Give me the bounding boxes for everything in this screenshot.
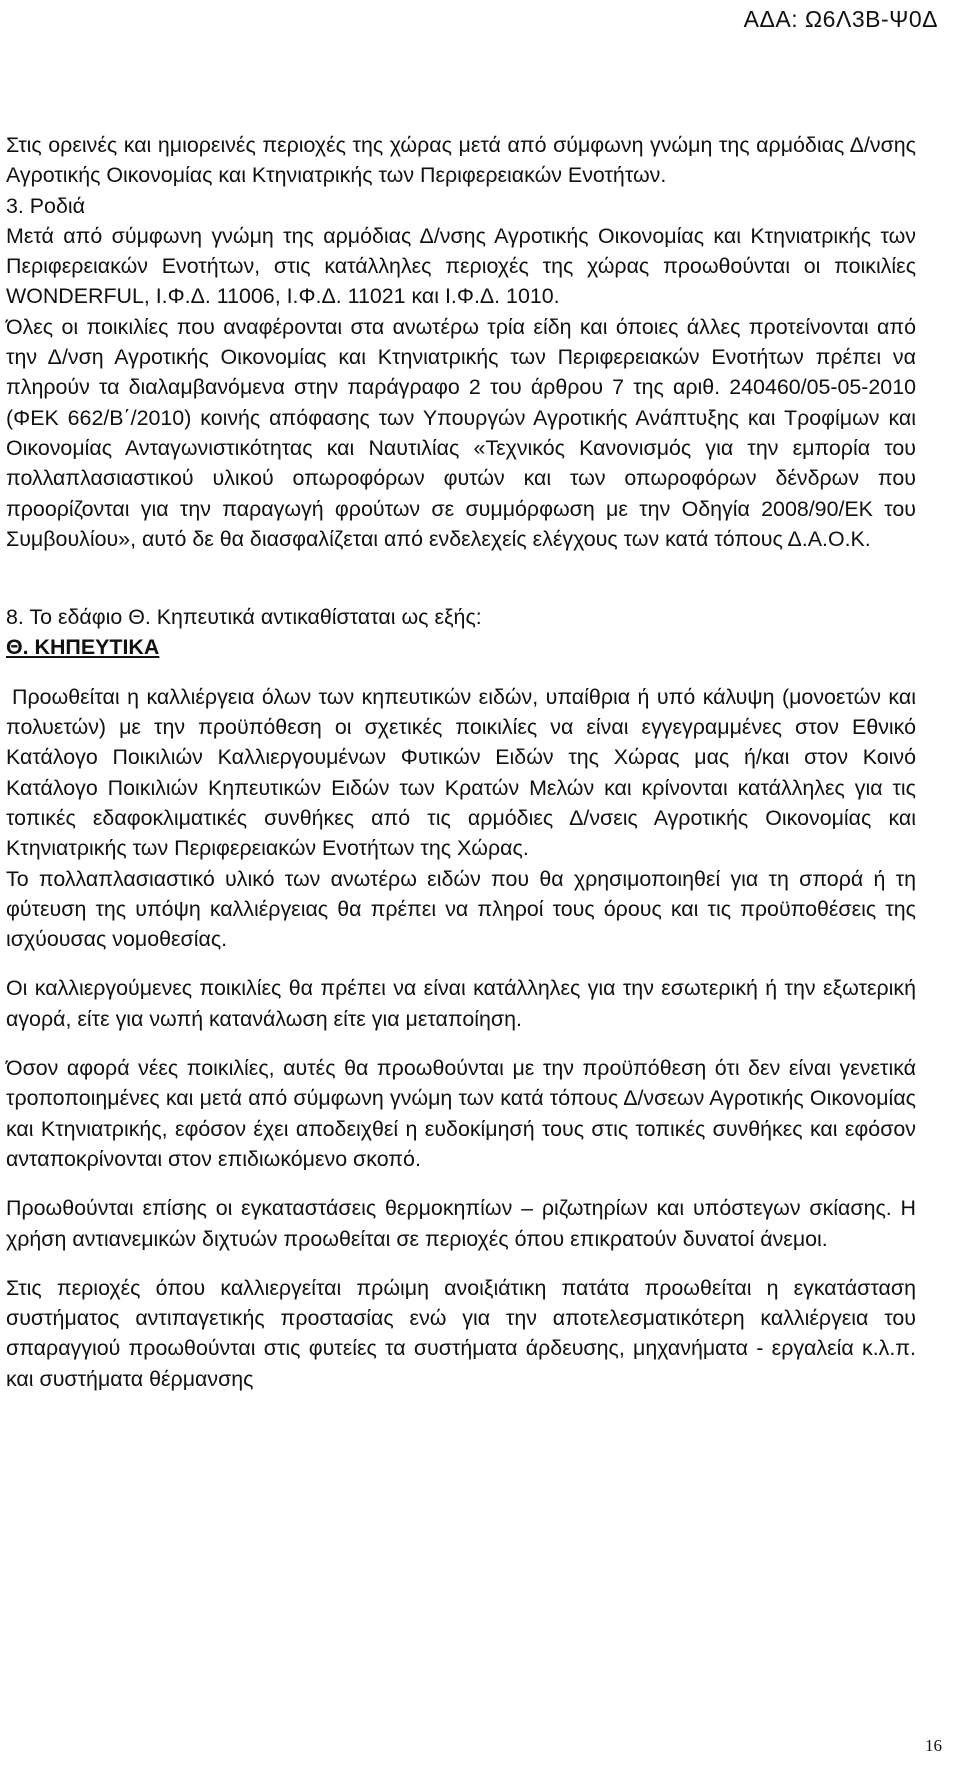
- paragraph-vegetables-cultivation: Προωθείται η καλλιέργεια όλων των κηπευτικών ειδών, υπαίθρια ή υπό κάλυψη (μονοετών και πολυετών) με την προϋπόθεση οι σχετικές ποικιλίες να είναι εγγεγραμμένες στον Εθνικό Κατάλογο Ποικιλιών Καλλιεργουμένων Φυτικών Ειδών της Χώρας μας ή/και στον Κοινό Κατάλογο Ποικιλιών Κηπευτικών Ειδών των Κρατών Μελών και κρίνονται κατάλληλες για τις τοπικές εδαφοκλιματικές συνθήκες από τις αρμόδιες Δ/νσεις Αγροτικής Οικονομίας και Κτηνιατρικής των Περιφερειακών Ενοτήτων της Χώρας.: [6, 684, 916, 861]
- paragraph-mountain-areas: Στις ορεινές και ημιορεινές περιοχές της χώρας μετά από σύμφωνη γνώμη της αρμόδιας Δ/νσης Αγροτικής Οικονομίας και Κτηνιατρικής των Περιφερειακών Ενοτήτων.: [6, 133, 916, 188]
- paragraph-early-potato: Στις περιοχές όπου καλλιεργείται πρώιμη ανοιξιάτικη πατάτα προωθείται η εγκατάσταση συστήματος αντιπαγετικής προστασίας ενώ για την αποτελεσματικότερη καλλιέργεια του σπαραγγιού προωθούνται στις φυτείες τα συστήματα άρδευσης, μηχανήματα - εργαλεία κ.λ.π. και συστήματα θέρμανσης: [6, 1275, 916, 1391]
- document-body: [6, 130, 916, 1394]
- ada-code: ΑΔΑ: Ω6Λ3Β-Ψ0Δ: [743, 6, 938, 32]
- paragraph-propagating-material: Το πολλαπλασιαστικό υλικό των ανωτέρω ειδών που θα χρησιμοποιηθεί για τη σπορά ή τη φύτευση της υπόψη καλλιέργειας θα πρέπει να πληροί τους όρους και τις προϋποθέσεις της ισχύουσας νομοθεσίας.: [6, 866, 916, 952]
- page-number: 16: [925, 1736, 942, 1755]
- paragraph-market-suitability: Οι καλλιεργούμενες ποικιλίες θα πρέπει να είναι κατάλληλες για την εσωτερική ή την εξωτερική αγορά, είτε για νωπή κατανάλωση είτε για μεταποίηση.: [6, 976, 916, 1031]
- paragraph-greenhouses: Προωθούνται επίσης οι εγκαταστάσεις θερμοκηπίων – ριζωτηρίων και υπόστεγων σκίασης. Η χρήση αντιανεμικών διχτυών προωθείται σε περιοχές όπου επικρατούν δυνατοί άνεμοι.: [6, 1196, 916, 1251]
- paragraph-varieties-requirements: Όλες οι ποικιλίες που αναφέρονται στα ανωτέρω τρία είδη και όποιες άλλες προτείνονται από την Δ/νση Αγροτικής Οικονομίας και Κτηνιατρικής των Περιφερειακών Ενοτήτων πρέπει να πληρούν τα διαλαμβανόμενα στην παράγραφο 2 του άρθρου 7 της αριθ. 240460/05-05-2010 (ΦΕΚ 662/Β΄/2010) κοινής απόφασης των Υπουργών Αγροτικής Ανάπτυξης και Τροφίμων και Οικονομίας Ανταγωνιστικότητας και Ναυτιλίας «Τεχνικός Κανονισμός για την εμπορία του πολλαπλασιαστικού υλικού οπωροφόρων φυτών και των οπωροφόρων δένδρων που προορίζονται για την παραγωγή φρούτων σε συμμόρφωση με την Οδηγία 2008/90/ΕΚ του Συμβουλίου», αυτό δε θα διασφαλίζεται από ενδελεχείς ελέγχους των κατά τόπους Δ.Α.Ο.Κ.: [6, 314, 916, 551]
- paragraph-amendment-notice: 8. Το εδάφιο Θ. Κηπευτικά αντικαθίσταται ως εξής:: [6, 605, 482, 630]
- paragraph-pomegranate-varieties: Μετά από σύμφωνη γνώμη της αρμόδιας Δ/νσης Αγροτικής Οικονομίας και Κτηνιατρικής των Περιφερειακών Ενοτήτων, στις κατάλληλες περιοχές της χώρας προωθούνται οι ποικιλίες WONDERFUL, Ι.Φ.Δ. 11006, Ι.Φ.Δ. 11021 και Ι.Φ.Δ. 1010.: [6, 223, 916, 309]
- section-title-vegetables: Θ. ΚΗΠΕΥΤΙΚΑ: [6, 635, 160, 660]
- paragraph-new-varieties: Όσον αφορά νέες ποικιλίες, αυτές θα προωθούνται με την προϋπόθεση ότι δεν είναι γενετικά τροποποιημένες και μετά από σύμφωνη γνώμη των κατά τόπους Δ/νσεων Αγροτικής Οικονομίας και Κτηνιατρικής, εφόσον έχει αποδειχθεί η ευδοκίμησή τους στις τοπικές συνθήκες και εφόσον ανταποκρίνονται στον επιδιωκόμενο σκοπό.: [6, 1056, 916, 1171]
- item-pomegranate-heading: 3. Ροδιά: [6, 193, 85, 218]
